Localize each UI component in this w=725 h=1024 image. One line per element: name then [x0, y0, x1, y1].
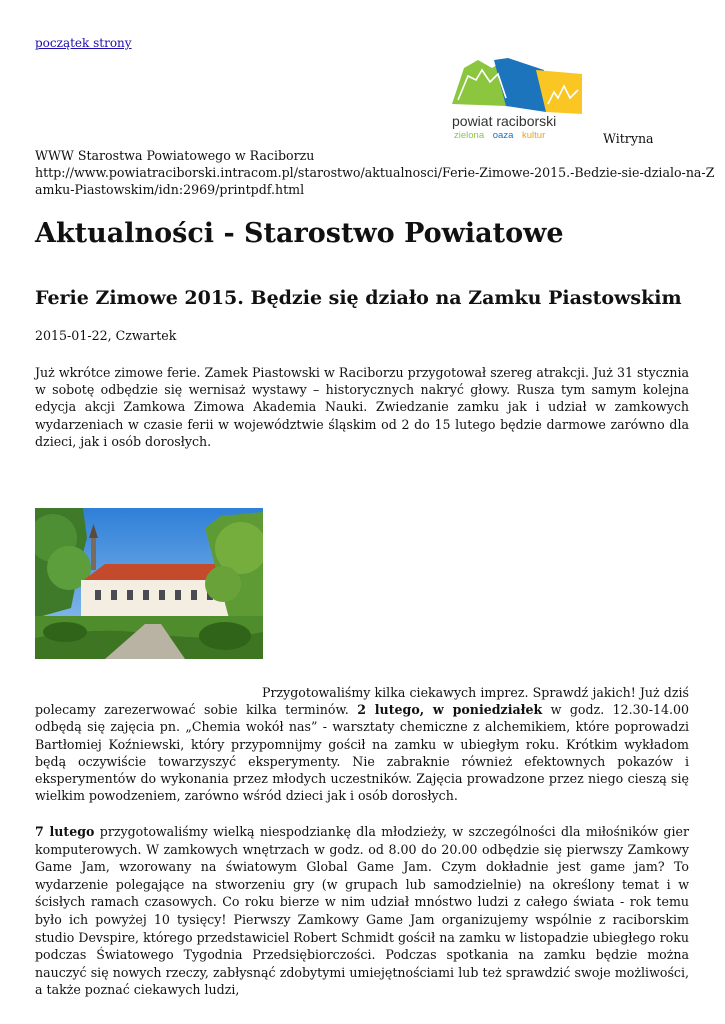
back-to-top-link[interactable]: początek strony: [35, 36, 132, 50]
logo-tagline-word2: oaza: [492, 130, 514, 140]
logo-main-text: powiat raciborski: [452, 113, 557, 129]
castle-photo: [35, 508, 263, 659]
witryna-label: Witryna: [603, 131, 654, 146]
site-info: [35, 147, 715, 198]
paragraph-2-first-line: Przygotowaliśmy kilka ciekawych imprez. Sprawdź jakich! Już dziś: [262, 685, 689, 700]
article-intro: Już wkrótce zimowe ferie. Zamek Piastowski w Raciborzu przygotował szereg atrakcji. Już 31 stycznia w sobotę odbędzie się wernisaż wystawy – historycznych nakryć głowy. Rusza tym samym kolejna edycja akcji Zamkowa Zimowa Akademia Nauki. Zwiedzanie zamku jak i udział w zamkowych wydarzeniach w czasie ferii w województwie śląskim od 2 do 15 lutego będzie darmowe zarówno dla dzieci, jak i osób dorosłych.: [35, 365, 689, 449]
svg-text:zielona oaza kultu: [454, 130, 545, 140]
source-url-line-1: http://www.powiatraciborski.intracom.pl/starostwo/aktualnosci/Ferie-Zimowe-2015.-Bedzie-sie-dzialo-na-Z: [35, 165, 715, 180]
article-title: Ferie Zimowe 2015. Będzie się działo na Zamku Piastowskim: [35, 287, 682, 309]
site-name: WWW Starostwa Powiatowego w Raciborzu: [35, 148, 315, 163]
logo-tagline-word1: zielona: [454, 130, 485, 140]
paragraph-3-bold-date: 7 lutego: [35, 824, 95, 839]
article-paragraph-3: [35, 823, 689, 999]
paragraph-2-text-end: w godz. 12.30-14.00 odbędą się zajęcia pn. „Chemia wokół nas” - warsztaty chemiczne z alchemikiem, które poprowadzi Bartłomiej Koźniewski, który przypomnijmy gościł na zamku w ubiegłym roku. Krótkim wykładom będą oczywiście towarzyszyć eksperymenty. Nie zabraknie również efektownych pokazów i eksperymentów do wykonania przez młodych uczestników. Zajęcia prowadzone przez niego cieszą się wielkim powodzeniem, zarówno wśród dzieci jak i osób dorosłych.: [35, 702, 690, 804]
powiat-raciborski-logo: [450, 54, 585, 140]
page-heading: Aktualności - Starostwo Powiatowe: [35, 218, 564, 249]
paragraph-2-bold-date: 2 lutego, w poniedziałek: [357, 702, 543, 718]
paragraph-3-text: przygotowaliśmy wielką niespodziankę dla młodzieży, w szczególności dla miłośników gier komputerowych. W zamkowych wnętrzach w godz. od 8.00 do 20.00 odbędzie się pierwszy Zamkowy Game Jam, wzorowany na światowym Global Game Jam. Czym dokładnie jest game jam? To wydarzenie polegające na stworzeniu gry (w grupach lub samodzielnie) na określony temat i w ścisłych ramach czasowych. Co roku bierze w nim udział mnóstwo ludzi z całego świata - rok temu było ich powyżej 10 tysięcy! Pierwszy Zamkowy Game Jam organizujemy wspólnie z raciborskim studio Devspire, którego przedstawiciel Robert Schmidt gościł na zamku w listopadzie ubiegłego roku podczas Światowego Tygodnia Przedsiębiorczości. Podczas spotkania na zamku będzie można nauczyć się nowych rzeczy, zabłysnąć zdobytymi umiejętnościami lub też sprawdzić swoje możliwości, a także poznać ciekawych ludzi,: [35, 824, 689, 998]
logo-tagline-word3: kultur: [522, 130, 546, 140]
article-paragraph-2: [35, 684, 689, 804]
paragraph-2-text-start: polecamy zarezerwować sobie kilka terminów.: [35, 702, 349, 718]
source-url-line-2: amku-Piastowskim/idn:2969/printpdf.html: [35, 182, 305, 197]
article-date: 2015-01-22, Czwartek: [35, 328, 177, 343]
